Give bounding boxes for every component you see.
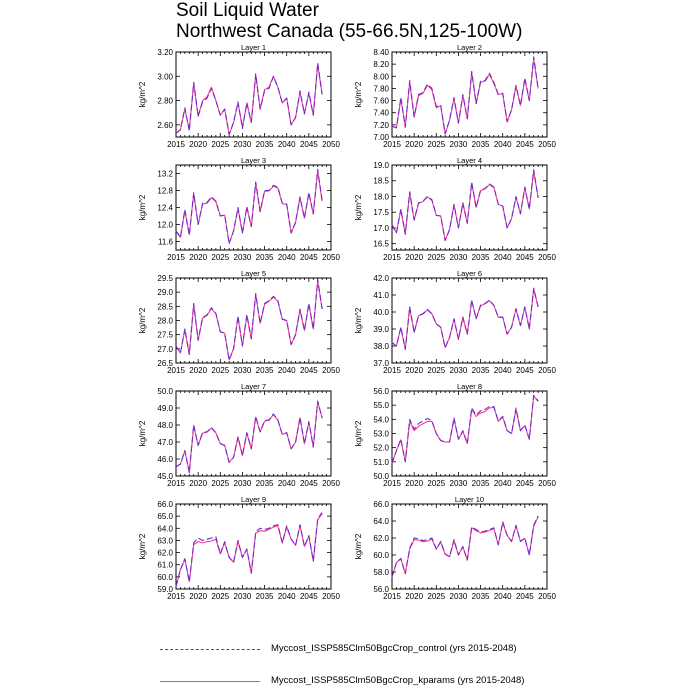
y-axis-label: kg/m^2 [138, 420, 147, 447]
x-tick-label: 2020 [189, 479, 208, 488]
x-tick-label: 2040 [493, 366, 512, 375]
series-line-control [392, 395, 538, 463]
x-tick-label: 2035 [255, 479, 274, 488]
chart-title-line1: Soil Liquid Water [176, 0, 319, 21]
panel-6 [354, 269, 556, 375]
x-tick-label: 2025 [427, 592, 446, 601]
y-tick-label: 54.0 [373, 415, 389, 425]
x-tick-label: 2045 [299, 253, 318, 262]
x-tick-label: 2050 [538, 140, 556, 149]
series-line-control [392, 288, 538, 349]
panel-title: Layer 5 [240, 269, 267, 278]
x-tick-label: 2045 [515, 592, 534, 601]
x-tick-label: 2015 [167, 140, 185, 149]
y-tick-label: 7.80 [373, 84, 389, 94]
y-tick-label: 60.0 [373, 551, 389, 560]
x-tick-label: 2025 [211, 366, 230, 375]
x-tick-label: 2020 [189, 253, 208, 262]
y-tick-label: 27.5 [157, 330, 173, 340]
y-tick-label: 56.0 [373, 585, 389, 594]
y-tick-label: 29.5 [157, 274, 173, 283]
panel-title: Layer 9 [240, 495, 267, 504]
x-tick-label: 2050 [322, 592, 340, 601]
y-tick-label: 49.0 [157, 404, 173, 413]
panel-7 [138, 382, 340, 488]
legend-label-kparams: Myccost_ISSP585Clm50BgcCrop_kparams (yrs 2015-2048) [271, 675, 525, 686]
x-tick-label: 2015 [383, 140, 401, 149]
y-tick-label: 46.0 [157, 455, 173, 464]
x-tick-label: 2020 [189, 140, 208, 149]
x-tick-label: 2045 [515, 140, 534, 149]
x-tick-label: 2040 [277, 140, 296, 149]
x-tick-label: 2040 [277, 366, 296, 375]
x-tick-label: 2035 [255, 366, 274, 375]
series-line-control [176, 513, 322, 587]
y-tick-label: 27.0 [157, 344, 173, 354]
y-tick-label: 3.00 [157, 72, 173, 82]
y-tick-label: 29.0 [157, 288, 173, 298]
x-tick-label: 2020 [405, 592, 424, 601]
y-tick-label: 8.00 [373, 72, 389, 82]
x-tick-label: 2040 [493, 592, 512, 601]
y-tick-label: 55.0 [373, 401, 389, 411]
x-tick-label: 2025 [211, 479, 230, 488]
x-tick-label: 2045 [299, 366, 318, 375]
x-tick-label: 2030 [449, 140, 468, 149]
x-tick-label: 2050 [322, 479, 340, 488]
panel-4 [354, 156, 556, 262]
y-tick-label: 40.0 [373, 308, 389, 317]
series-line-control [176, 279, 322, 360]
y-tick-label: 12.4 [157, 203, 173, 213]
x-tick-label: 2035 [471, 366, 490, 375]
y-tick-label: 66.0 [157, 500, 173, 509]
x-tick-label: 2030 [233, 592, 252, 601]
y-axis-label: kg/m^2 [138, 307, 147, 334]
y-tick-label: 48.0 [157, 421, 173, 430]
series-line-kparams [392, 171, 538, 240]
y-axis-label: kg/m^2 [354, 81, 363, 108]
y-tick-label: 64.0 [373, 517, 389, 526]
x-tick-label: 2030 [449, 479, 468, 488]
x-tick-label: 2035 [471, 479, 490, 488]
x-tick-label: 2045 [299, 140, 318, 149]
x-tick-label: 2050 [322, 253, 340, 262]
x-tick-label: 2015 [383, 366, 401, 375]
x-tick-label: 2035 [255, 253, 274, 262]
y-tick-label: 17.0 [373, 223, 389, 233]
y-tick-label: 28.0 [157, 316, 173, 326]
x-tick-label: 2025 [427, 479, 446, 488]
panel-10 [354, 495, 556, 601]
y-tick-label: 7.20 [373, 120, 389, 130]
series-line-kparams [392, 289, 538, 349]
x-tick-label: 2040 [277, 479, 296, 488]
series-line-kparams [176, 281, 322, 360]
series-line-control [176, 63, 322, 135]
y-tick-label: 18.5 [373, 176, 389, 186]
x-tick-label: 2015 [383, 479, 401, 488]
panel-title: Layer 10 [454, 495, 485, 504]
series-line-control [176, 169, 322, 243]
y-tick-label: 11.6 [158, 237, 173, 247]
y-tick-label: 51.0 [373, 457, 389, 467]
x-tick-label: 2025 [427, 140, 446, 149]
x-tick-label: 2025 [427, 366, 446, 375]
y-tick-label: 3.20 [157, 48, 173, 57]
plot-frame [176, 504, 331, 589]
y-tick-label: 7.00 [373, 133, 389, 142]
x-tick-label: 2015 [383, 253, 401, 262]
y-tick-label: 60.0 [157, 572, 173, 582]
x-tick-label: 2030 [449, 253, 468, 262]
x-tick-label: 2045 [299, 592, 318, 601]
x-tick-label: 2030 [233, 140, 252, 149]
x-tick-label: 2030 [233, 253, 252, 262]
x-tick-label: 2030 [449, 592, 468, 601]
y-axis-label: kg/m^2 [354, 533, 363, 560]
plot-frame [392, 391, 547, 476]
panel-title: Layer 8 [456, 382, 483, 391]
series-line-kparams [392, 59, 538, 134]
x-tick-label: 2040 [493, 253, 512, 262]
x-tick-label: 2035 [471, 253, 490, 262]
panel-2 [354, 43, 556, 149]
x-tick-label: 2030 [449, 366, 468, 375]
series-line-control [392, 57, 538, 134]
y-tick-label: 47.0 [157, 438, 173, 447]
y-tick-label: 64.0 [157, 524, 173, 534]
legend-line-control [160, 649, 260, 650]
y-tick-label: 45.0 [157, 472, 173, 481]
y-tick-label: 62.0 [157, 548, 173, 558]
series-line-control [176, 401, 322, 472]
x-tick-label: 2045 [515, 479, 534, 488]
y-axis-label: kg/m^2 [354, 307, 363, 334]
y-axis-label: kg/m^2 [138, 194, 147, 221]
x-tick-label: 2050 [538, 479, 556, 488]
x-tick-label: 2045 [515, 253, 534, 262]
y-tick-label: 53.0 [373, 429, 389, 439]
legend-line-kparams [160, 681, 260, 682]
panel-5 [138, 269, 340, 375]
x-tick-label: 2020 [405, 140, 424, 149]
x-tick-label: 2015 [167, 479, 185, 488]
y-tick-label: 16.5 [373, 239, 389, 249]
x-tick-label: 2015 [167, 253, 185, 262]
x-tick-label: 2035 [255, 140, 274, 149]
x-tick-label: 2050 [538, 253, 556, 262]
series-line-control [392, 516, 538, 577]
y-tick-label: 59.0 [157, 585, 173, 594]
x-tick-label: 2020 [405, 253, 424, 262]
x-tick-label: 2040 [493, 479, 512, 488]
panel-title: Layer 3 [240, 156, 267, 165]
y-tick-label: 2.80 [157, 96, 173, 106]
series-line-kparams [176, 171, 322, 243]
y-tick-label: 62.0 [373, 534, 389, 543]
y-tick-label: 28.5 [157, 302, 173, 312]
series-line-kparams [176, 64, 322, 134]
panel-title: Layer 2 [456, 43, 483, 52]
y-tick-label: 12.0 [157, 220, 173, 230]
panel-title: Layer 1 [240, 43, 267, 52]
x-tick-label: 2025 [211, 592, 230, 601]
y-axis-label: kg/m^2 [138, 533, 147, 560]
y-tick-label: 19.0 [373, 161, 389, 170]
panel-title: Layer 6 [456, 269, 483, 278]
x-tick-label: 2020 [189, 592, 208, 601]
chart-title-line2: Northwest Canada (55-66.5N,125-100W) [176, 21, 523, 42]
x-tick-label: 2035 [255, 592, 274, 601]
x-tick-label: 2050 [322, 366, 340, 375]
y-tick-label: 58.0 [373, 568, 389, 577]
y-tick-label: 66.0 [373, 500, 389, 509]
x-tick-label: 2050 [322, 140, 340, 149]
y-tick-label: 7.60 [373, 96, 389, 106]
y-axis-label: kg/m^2 [354, 194, 363, 221]
panel-title: Layer 4 [456, 156, 483, 165]
x-tick-label: 2030 [233, 479, 252, 488]
y-tick-label: 38.0 [373, 342, 389, 351]
y-tick-label: 2.60 [157, 120, 173, 130]
legend-label-control: Myccost_ISSP585Clm50BgcCrop_control (yrs 2015-2048) [271, 643, 517, 654]
y-tick-label: 8.20 [373, 60, 389, 70]
x-tick-label: 2020 [189, 366, 208, 375]
y-tick-label: 42.0 [373, 274, 389, 283]
panel-3 [138, 156, 340, 262]
y-tick-label: 56.0 [373, 387, 389, 396]
x-tick-label: 2020 [405, 366, 424, 375]
x-tick-label: 2015 [383, 592, 401, 601]
y-tick-label: 37.0 [373, 359, 389, 368]
y-tick-label: 61.0 [157, 560, 173, 570]
y-tick-label: 39.0 [373, 325, 389, 334]
x-tick-label: 2050 [538, 592, 556, 601]
x-tick-label: 2020 [405, 479, 424, 488]
series-line-control [392, 170, 538, 241]
x-tick-label: 2040 [493, 140, 512, 149]
x-tick-label: 2035 [471, 140, 490, 149]
panel-1 [138, 43, 340, 149]
y-tick-label: 50.0 [157, 387, 173, 396]
x-tick-label: 2035 [471, 592, 490, 601]
y-tick-label: 63.0 [157, 536, 173, 546]
y-tick-label: 50.0 [373, 472, 389, 481]
x-tick-label: 2025 [211, 253, 230, 262]
x-tick-label: 2045 [515, 366, 534, 375]
y-tick-label: 52.0 [373, 443, 389, 453]
y-tick-label: 65.0 [157, 512, 173, 522]
y-tick-label: 17.5 [373, 208, 389, 218]
y-tick-label: 41.0 [373, 291, 389, 300]
x-tick-label: 2015 [167, 592, 185, 601]
x-tick-label: 2040 [277, 253, 296, 262]
panel-9 [138, 495, 340, 601]
y-tick-label: 12.8 [157, 186, 173, 196]
x-tick-label: 2040 [277, 592, 296, 601]
y-axis-label: kg/m^2 [354, 420, 363, 447]
y-tick-label: 18.0 [373, 192, 389, 202]
x-tick-label: 2025 [211, 140, 230, 149]
y-tick-label: 13.2 [157, 169, 173, 179]
x-tick-label: 2050 [538, 366, 556, 375]
panel-8 [354, 382, 556, 488]
x-tick-label: 2015 [167, 366, 185, 375]
y-tick-label: 8.40 [373, 48, 389, 57]
x-tick-label: 2025 [427, 253, 446, 262]
series-line-kparams [176, 402, 322, 472]
x-tick-label: 2045 [299, 479, 318, 488]
y-axis-label: kg/m^2 [138, 81, 147, 108]
y-tick-label: 26.5 [157, 359, 173, 368]
x-tick-label: 2030 [233, 366, 252, 375]
panel-title: Layer 7 [240, 382, 267, 391]
y-tick-label: 7.40 [373, 108, 389, 118]
